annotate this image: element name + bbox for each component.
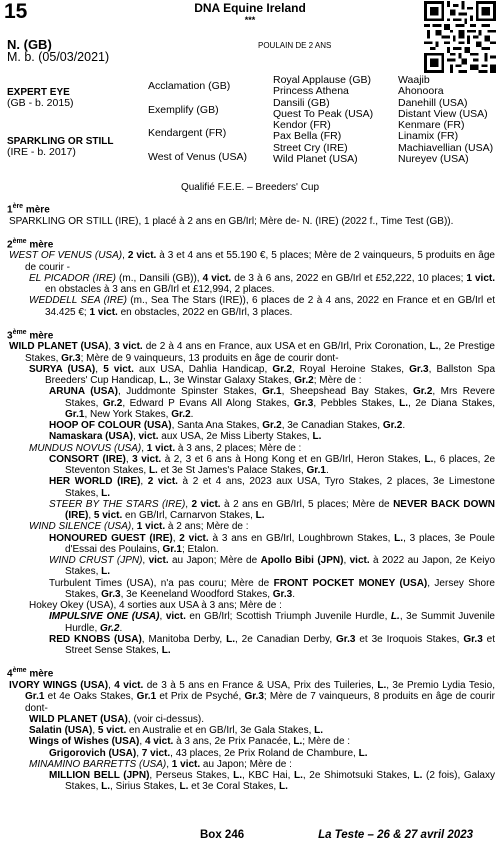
sire xyxy=(7,87,74,110)
text-turbulent-times: Turbulent Times (USA), n'a pas couru; Mère de FRONT POCKET MONEY (USA), Jersey Shore Stakes, Gr.3, 3e Keeneland Woodford Stakes, Gr.3. xyxy=(49,577,495,600)
gen2-3: West of Venus (USA) xyxy=(148,151,248,163)
lot-number: 15 xyxy=(4,0,28,23)
text-honoured-guest: HONOURED GUEST (IRE), 2 vict. à 3 ans en GB/Irl, Loughbrown Stakes, L., 3 places, 3e Poule d'Essai des Poulains, Gr.1; Etalon. xyxy=(49,532,495,555)
dam-name: SPARKLING OR STILL xyxy=(7,136,114,147)
text-red-knobs: RED KNOBS (USA), Manitoba Derby, L., 2e Canadian Derby, Gr.3 et 3e Iroquois Stakes, Gr.3 et Street Sense Stakes, L. xyxy=(49,633,496,657)
gen4-0: Waajib xyxy=(398,74,430,86)
gen3-2: Dansili (GB) xyxy=(273,96,330,109)
text-ivory-wings: IVORY WINGS (USA), 4 vict. de 3 à 5 ans en France & USA, Prix des Tuileries, L., 3e Premio Lydia Tesio, Gr.1 et 4e Oaks Stakes, Gr.1 et Prix de Psyché, Gr.3; Mère de 7 vainqueurs, 8 produits en âge de courir dont- xyxy=(9,680,495,714)
gen4-list xyxy=(398,75,493,165)
gen4-2: Danehill (USA) xyxy=(398,96,468,109)
text-wind-crust: WIND CRUST (JPN), vict. au Japon; Mère de Apollo Bibi (JPN), vict. à 2022 au Japon, 2e Keiyo Stakes, L. xyxy=(49,555,496,578)
gen4-1: Ahonoora xyxy=(398,85,444,98)
box-number: Box 246 xyxy=(200,829,245,841)
gen3-7: Wild Planet (USA) xyxy=(273,153,358,166)
text-surya: SURYA (USA), 5 vict. aux USA, Dahlia Handicap, Gr.2, Royal Heroine Stakes, Gr.3, Ballston Spa Breeders' Cup Handicap, L., 3e Winstar Galaxy Stakes, Gr.2; Mère de : xyxy=(29,363,496,387)
catalogue-text xyxy=(7,192,495,793)
text-million-bell: MILLION BELL (JPN), Perseus Stakes, L., KBC Hai, L., 2e Shimotsuki Stakes, L. (2 fois), Galaxy Stakes, L., Sirius Stakes, L. et 3e Coral Stakes, L. xyxy=(49,770,495,793)
sire-info: (GB - b. 2015) xyxy=(7,97,74,110)
text-wild-planet: WILD PLANET (USA), 3 vict. de 2 à 4 ans en France, aux USA et en GB/Irl, Prix Coronation, L., 2e Prestige Stakes, Gr.3; Mère de 9 vainqueurs, 13 produits en âge de courir dont- xyxy=(9,341,495,364)
gen4-6: Machiavellian (USA) xyxy=(398,141,494,154)
sire-name: EXPERT EYE xyxy=(7,87,70,98)
gen3-6: Street Cry (IRE) xyxy=(273,141,348,154)
horse-name: N. (GB) xyxy=(7,37,52,52)
gen3-3: Quest To Peak (USA) xyxy=(273,107,374,120)
text-grigorovich: Grigorovich (USA), 7 vict., 43 places, 2e Prix Roland de Chambure, L. xyxy=(49,747,368,759)
gen2-1: Exemplify (GB) xyxy=(148,104,219,116)
text-consort: CONSORT (IRE), 3 vict. à 2, 3 et 6 ans à Hong Kong et en GB/Irl, Heron Stakes, L., 6 places, 2e Steventon Stakes, L. et 3e St James's Palace Stakes, Gr.1. xyxy=(49,453,496,477)
qr-code-icon xyxy=(424,1,496,73)
text-salatin: Salatin (USA), 5 vict. en Australie et en GB/Irl, 3e Gala Stakes, L. xyxy=(29,725,324,737)
text-weddell-sea: WEDDELL SEA (IRE) (m., Sea The Stars (IRE)), 6 places de 2 à 4 ans, 2022 en France et en GB/Irl et 34.425 €; 1 vict. en obstacles, 2022 en GB/Irl, 3 places. xyxy=(29,295,495,318)
gen2-2: Kendargent (FR) xyxy=(148,127,227,139)
text-hokey-okey: Hokey Okey (USA), 4 sorties aux USA à 3 ans; Mère de : xyxy=(29,600,282,612)
heading-1ere-mere: 1ère mère xyxy=(7,203,50,216)
text-wings-of-wishes: Wings of Wishes (USA), 4 vict. à 3 ans, 2e Prix Panacée, L.; Mère de : xyxy=(29,736,351,748)
heading-4eme-mere: 4ème mère xyxy=(7,667,54,680)
text-hoop-of-colour: HOOP OF COLOUR (USA), Santa Ana Stakes, Gr.2, 3e Canadian Stakes, Gr.2. xyxy=(49,420,406,432)
gen3-4: Kendor (FR) xyxy=(273,119,331,132)
text-steer-by-the-stars: STEER BY THE STARS (IRE), 2 vict. à 2 ans en GB/Irl, 5 places; Mère de NEVER BACK DOWN (IRE), 5 vict. en GB/Irl, Carnarvon Stakes, L. xyxy=(49,498,496,522)
dam xyxy=(7,136,113,159)
text-west-of-venus: WEST OF VENUS (USA), 2 vict. à 3 et 4 ans et 55.190 €, 5 places; Mère de 2 vainqueurs, 5 produits en âge de courir - xyxy=(9,250,495,273)
text-impulsive-one: IMPULSIVE ONE (USA), vict. en GB/Irl; Scottish Triumph Juvenile Hurdle, L., 3e Summit Juvenile Hurdle, Gr.2. xyxy=(49,611,495,634)
text-namaskara: Namaskara (USA), vict. aux USA, 2e Miss Liberty Stakes, L. xyxy=(49,431,322,443)
heading-2eme-mere: 2ème mère xyxy=(7,237,54,251)
gen3-list xyxy=(273,75,373,165)
dam-info: (IRE - b. 2017) xyxy=(7,146,76,159)
sale-date: La Teste – 26 & 27 avril 2023 xyxy=(318,829,473,841)
sex-age-label: POULAIN DE 2 ANS xyxy=(258,41,332,50)
consignor: DNA Equine Ireland xyxy=(194,1,306,15)
text-wild-planet-ref: WILD PLANET (USA), (voir ci-dessus). xyxy=(29,713,205,725)
horse-info: M. b. (05/03/2021) xyxy=(7,50,110,64)
gen3-1: Princess Athena xyxy=(273,85,349,98)
gen4-4: Kenmare (FR) xyxy=(398,119,465,132)
text-minamino-barretts: MINAMINO BARRETTS (USA), 1 vict. au Japon; Mère de : xyxy=(29,758,292,770)
gen4-3: Distant View (USA) xyxy=(398,107,488,120)
qualification: Qualifié F.E.E. – Breeders' Cup xyxy=(180,182,320,193)
text-her-world: HER WORLD (IRE), 2 vict. à 2 et 4 ans, 2023 aux USA, Tyro Stakes, 2 places, 3e Limestone Stakes, L. xyxy=(49,476,495,499)
text-el-picador: EL PICADOR (IRE) (m., Dansili (GB)), 4 vict. de 3 à 6 ans, 2022 en GB/Irl et £52,222, 10 places; 1 vict. en obstacles à 3 ans en GB/Irl et £12,994, 2 places. xyxy=(29,272,495,296)
gen4-5: Linamix (FR) xyxy=(398,130,459,143)
text-mundus-novus: MUNDUS NOVUS (USA), 1 vict. à 3 ans, 2 places; Mère de : xyxy=(29,442,302,454)
text-wind-silence: WIND SILENCE (USA), 1 vict. à 2 ans; Mère de : xyxy=(29,521,249,533)
rating-stars: *** xyxy=(244,15,256,25)
gen3-5: Pax Bella (FR) xyxy=(273,130,342,143)
gen4-7: Nureyev (USA) xyxy=(398,153,469,166)
text-aruna: ARUNA (USA), Juddmonte Spinster Stakes, Gr.1, Sheepshead Bay Stakes, Gr.2, Mrs Revere Stakes, Gr.2, Edward P Evans All Along Stakes, Gr.3, Pebbles Stakes, L., 2e Diana Stakes, Gr.1, New York Stakes, Gr.2. xyxy=(49,386,495,420)
heading-3eme-mere: 3ème mère xyxy=(7,328,54,342)
gen2-0: Acclamation (GB) xyxy=(148,80,231,92)
text-1ere-mere: SPARKLING OR STILL (IRE), 1 placé à 2 ans en GB/Irl; Mère de- N. (IRE) (2022 f., Time Test (GB)). xyxy=(9,215,454,227)
gen3-0: Royal Applause (GB) xyxy=(273,74,372,86)
